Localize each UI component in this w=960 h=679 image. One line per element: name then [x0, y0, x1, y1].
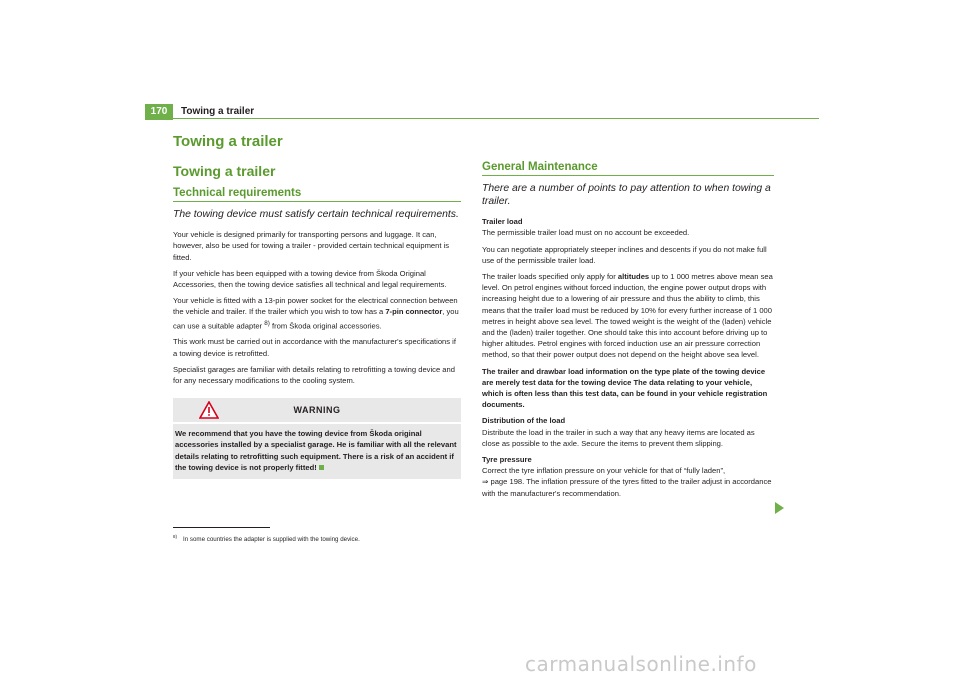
- right-column: [482, 162, 774, 504]
- paragraph: Distribute the load in the trailer in such a way that any heavy items are located as close as possible to the axle. Secure the items to prevent them slipping.: [482, 427, 755, 448]
- page-number: 170: [145, 104, 173, 120]
- text-run: Your vehicle is fitted with a 13-pin power socket for the electrical connection between the vehicle and trailer. If the trailer which you wish to tow has a: [173, 296, 458, 317]
- bold-term: altitudes: [617, 272, 650, 282]
- footnote-rule: [173, 527, 270, 528]
- technical-requirements-heading: Technical requirements: [173, 188, 461, 202]
- cross-reference-arrow-icon[interactable]: ⇒: [482, 477, 489, 487]
- paragraph: This work must be carried out in accordance with the manufacturer's specifications if a towing device is retrofitted.: [173, 337, 456, 358]
- warning-text: [173, 422, 461, 479]
- section-title: Towing a trailer: [173, 163, 276, 179]
- paragraph: You can negotiate appropriately steeper inclines and descents if you do not make full use of the permissible trailer load.: [482, 244, 767, 265]
- trailer-load-heading: Trailer load: [482, 217, 523, 227]
- warning-triangle-icon: [199, 401, 219, 419]
- footnote-ref[interactable]: 8): [264, 319, 270, 327]
- warning-box: [173, 398, 461, 479]
- text-run: up to 1 000 metres above mean sea level. On petrol engines without forced induction, the engine power output drops with increasing height due to a lowering of air pressure and thus the ability to climb, this means that the trailer load must be reduced by 10% for every further increase of 1 000 metres in height above sea level. The towed weight is the weight of the (laden) vehicle and the (laden) trailer together. One should take this into account before driving up to higher altitudes. Petrol engines with forced induction use an air pressure correction method, so that their power output does not depend on the height above sea level.: [482, 272, 773, 360]
- continue-arrow-icon[interactable]: [775, 502, 784, 514]
- general-maintenance-lead: There are a number of points to pay attention to when towing a trailer.: [482, 183, 771, 208]
- paragraph: The permissible trailer load must on no account be exceeded.: [482, 228, 690, 238]
- warning-header: [173, 398, 461, 422]
- end-square-icon: [319, 465, 324, 470]
- bold-term: 7-pin connector: [385, 307, 443, 317]
- tyre-pressure-heading: Tyre pressure: [482, 455, 532, 465]
- warning-title: WARNING: [293, 405, 341, 416]
- footnote-text: In some countries the adapter is supplied with the towing device.: [183, 536, 360, 544]
- distribution-heading: Distribution of the load: [482, 416, 566, 426]
- warning-text-content: We recommend that you have the towing device from Škoda original accessories installed by a specialist garage. He is familiar with all the relevant details relating to retrofitting such equipment. There is a risk of an accident if the towing device is not properly fitted!: [175, 429, 457, 472]
- text-run: , you can use a suitable adapter: [173, 307, 459, 331]
- paragraph: If your vehicle has been equipped with a towing device from Škoda Original Accessories, then the towing device satisfies all technical and legal requirements.: [173, 268, 447, 290]
- paragraph: [173, 295, 461, 331]
- watermark: carmanualsonline.info: [525, 652, 757, 676]
- text-run: Correct the tyre inflation pressure on your vehicle for that of “fully laden”,: [482, 466, 726, 476]
- text-run: page 198. The inflation pressure of the tyres fitted to the trailer adjust in accordance with the manufacturer's recommendation.: [482, 477, 772, 498]
- footnote-mark: 8): [173, 534, 178, 539]
- text-run: from Škoda original accessories.: [269, 321, 382, 331]
- header-rule: [173, 118, 819, 119]
- paragraph: Specialist garages are familiar with details relating to retrofitting a towing device and for any necessary modifications to the cooling system.: [173, 364, 455, 385]
- general-maintenance-heading: General Maintenance: [482, 162, 774, 176]
- running-title: Towing a trailer: [181, 106, 255, 117]
- left-column: [173, 188, 461, 479]
- chapter-title: Towing a trailer: [173, 133, 283, 150]
- paragraph: [482, 465, 774, 499]
- type-plate-note: The trailer and drawbar load information on the type plate of the towing device are merely test data for the towing device The data relating to your vehicle, which is often less than this test data, can be found in your vehicle registration documents.: [482, 366, 768, 410]
- paragraph: [482, 271, 774, 361]
- paragraph: Your vehicle is designed primarily for transporting persons and luggage. It can, however, also be used for towing a trailer - provided certain technical equipment is fitted.: [173, 230, 450, 262]
- text-run: The trailer loads specified only apply for: [482, 272, 618, 282]
- technical-requirements-lead: The towing device must satisfy certain technical requirements.: [173, 209, 459, 221]
- footnote: [173, 534, 360, 543]
